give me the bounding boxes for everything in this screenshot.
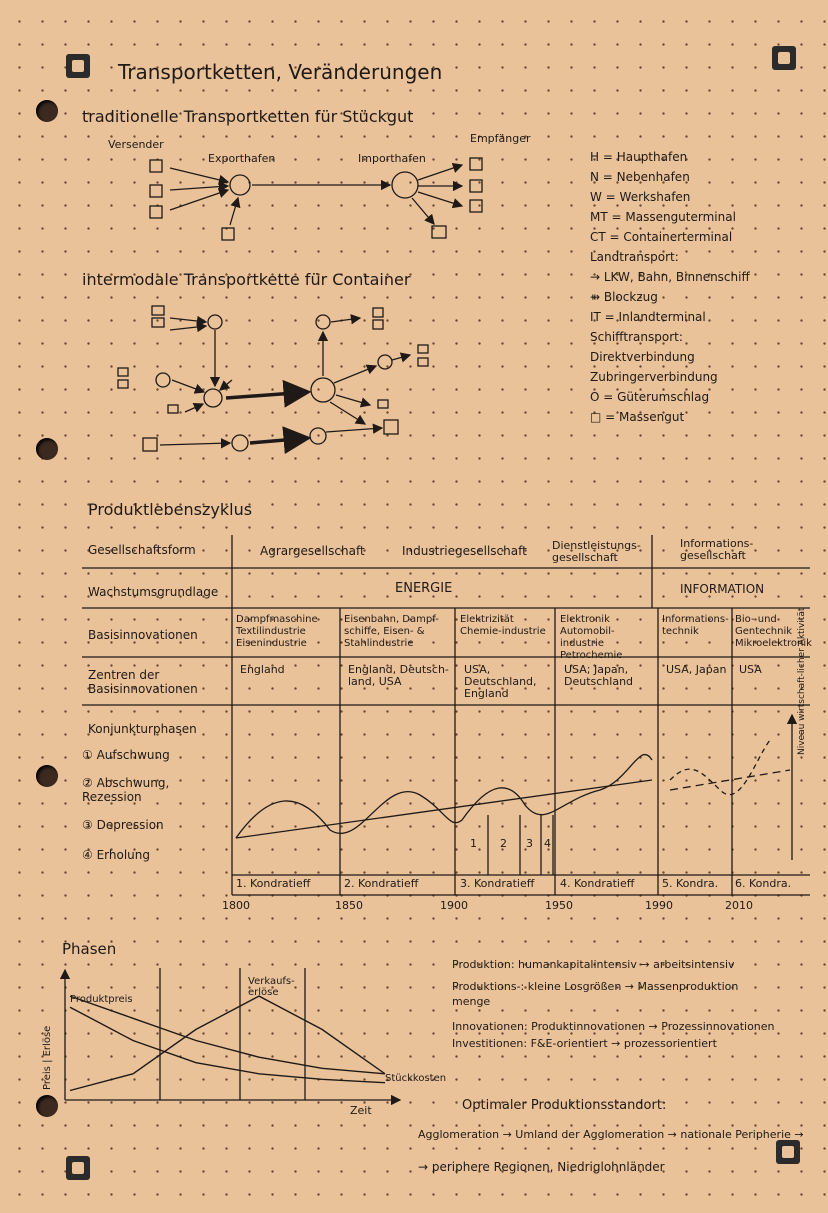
legend-item: IT = Inlandterminal bbox=[590, 310, 706, 324]
legend-item: ⇻ Blockzug bbox=[590, 290, 658, 304]
row-wachstum: Wachstumsgrundlage bbox=[88, 585, 219, 599]
zentren-cell: USA bbox=[739, 663, 762, 676]
kondratieff-label: 3. Kondratieff bbox=[460, 877, 535, 890]
legend-item: → LKW, Bahn, Binnenschiff bbox=[590, 270, 750, 284]
kondratieff-label: 5. Kondra. bbox=[662, 877, 719, 890]
basis-cell: Bio- und Gentechnik Mikroelektronik bbox=[735, 614, 812, 649]
zentren-cell: England, Deutsch-land, USA bbox=[348, 663, 449, 688]
cycle-marker: 4 bbox=[544, 837, 551, 850]
phasen-title: Phasen bbox=[62, 940, 117, 958]
series-stückkosten bbox=[70, 1007, 385, 1082]
series-verkaufserlöse bbox=[70, 996, 385, 1090]
exporthafen-node bbox=[230, 175, 250, 195]
phase-item: ① Aufschwung bbox=[82, 748, 170, 762]
legend-item: O = Güterumschlag bbox=[590, 390, 710, 404]
basis-cell: Elektrizität Chemie-industrie bbox=[460, 614, 546, 637]
kondratieff-label: 4. Kondratieff bbox=[560, 877, 635, 890]
year-label: 1990 bbox=[645, 899, 673, 912]
legend-item: H = Haupthafen bbox=[590, 150, 688, 164]
cycle-marker: 1 bbox=[470, 837, 477, 850]
zentren-cell: England bbox=[240, 663, 285, 676]
row-gesellschaftsform: Gesellschaftsform bbox=[88, 543, 196, 557]
legend-item: Landtransport: bbox=[590, 250, 679, 264]
note-investitionen: Investitionen: F&E-orientiert → prozessorientiert bbox=[452, 1037, 717, 1050]
legend-item: Direktverbindung bbox=[590, 350, 695, 364]
label-exporthafen: Exporthafen bbox=[208, 152, 276, 165]
legend-item: CT = Containerterminal bbox=[590, 230, 733, 244]
zentren-cell: USA; Japan, Deutschland bbox=[564, 663, 634, 688]
legend-item: W = Werkshafen bbox=[590, 190, 691, 204]
label-yaxis: Preis | Erlöse bbox=[42, 1025, 53, 1090]
phase-item: ② Abschwung, Rezession bbox=[82, 776, 170, 804]
label-empfaenger: Empfänger bbox=[470, 132, 531, 145]
note-innovationen: Innovationen: Produktinnovationen → Prozessinnovationen bbox=[452, 1020, 775, 1033]
row-zentren: Zentren der Basisinnovationen bbox=[88, 668, 198, 696]
kondratieff-label: 2. Kondratieff bbox=[344, 877, 419, 890]
page-title: Transportketten, Veränderungen bbox=[118, 60, 443, 84]
basis-cell: Eisenbahn, Dampf-schiffe, Eisen- & Stahlindustrie bbox=[344, 614, 439, 649]
zentren-cell: USA, Deutschland, England bbox=[464, 663, 537, 700]
row-konjunktur: Konjunkturphasen bbox=[88, 722, 197, 736]
year-label: 1850 bbox=[335, 899, 363, 912]
kondratieff-label: 6. Kondra. bbox=[735, 877, 792, 890]
legend-item: Schifftransport: bbox=[590, 330, 683, 344]
legend-item: Zubringerverbindung bbox=[590, 370, 718, 384]
note-menge: Produktions-: kleine Losgrößen → Massenproduktion bbox=[452, 980, 739, 993]
legend-item: N = Nebenhafen bbox=[590, 170, 690, 184]
label-importhafen: Importhafen bbox=[358, 152, 426, 165]
dienst: Dienstleistungs-gesellschaft bbox=[552, 539, 641, 564]
importhafen-node bbox=[392, 172, 418, 198]
basis-cell: Elektronik Automobil-industrie Petrochemie bbox=[560, 614, 623, 661]
year-label: 2010 bbox=[725, 899, 753, 912]
label-verkaufserloese: Verkaufs-erlöse bbox=[248, 976, 295, 998]
information: INFORMATION bbox=[680, 582, 765, 596]
cycle-marker: 3 bbox=[526, 837, 533, 850]
zentren-cell: USA, Japan bbox=[666, 663, 727, 676]
subtitle-intermodal: intermodale Transportkette für Container bbox=[82, 270, 411, 289]
label-zeit: Zeit bbox=[350, 1104, 372, 1117]
label-produktpreis: Produktpreis bbox=[70, 994, 133, 1005]
note-agglo1: Agglomeration → Umland der Agglomeration → nationale Peripherie → bbox=[418, 1128, 804, 1141]
section-title: Produktlebenszyklus bbox=[88, 500, 253, 519]
phase-item: ④ Erholung bbox=[82, 848, 150, 862]
agrar: Agrargesellschaft bbox=[260, 544, 365, 558]
axis-label: Niveau wirtschaft-licher Aktivität bbox=[797, 607, 807, 755]
note-agglo2: → periphere Regionen, Niedriglohnländer bbox=[418, 1160, 665, 1174]
energie: ENERGIE bbox=[395, 581, 453, 596]
note-menge2: menge bbox=[452, 995, 491, 1008]
legend-item: MT = Massenguterminal bbox=[590, 210, 736, 224]
phase-item: ③ Depression bbox=[82, 818, 164, 832]
note-produktion: Produktion: humankapitalintensiv → arbeitsintensiv bbox=[452, 958, 735, 971]
basis-cell: Dampfmaschine Textilindustrie Eisenindustrie bbox=[236, 614, 318, 649]
cycle-marker: 2 bbox=[500, 837, 507, 850]
subtitle-traditional: traditionelle Transportketten für Stückgut bbox=[82, 107, 414, 126]
note-standort: Optimaler Produktionsstandort: bbox=[462, 1098, 667, 1113]
legend-item: □ = Massengut bbox=[590, 410, 685, 424]
year-label: 1800 bbox=[222, 899, 250, 912]
kondratieff-label: 1. Kondratieff bbox=[236, 877, 311, 890]
industrie: Industriegesellschaft bbox=[402, 544, 527, 558]
basis-cell: Informations-technik bbox=[662, 614, 729, 637]
label-sender: Versender bbox=[108, 138, 164, 151]
row-basis: Basisinnovationen bbox=[88, 628, 198, 642]
info: Informations-gesellschaft bbox=[680, 537, 754, 562]
year-label: 1950 bbox=[545, 899, 573, 912]
label-stueckkosten: Stückkosten bbox=[385, 1073, 447, 1084]
year-label: 1900 bbox=[440, 899, 468, 912]
series-produktpreis bbox=[70, 996, 385, 1074]
